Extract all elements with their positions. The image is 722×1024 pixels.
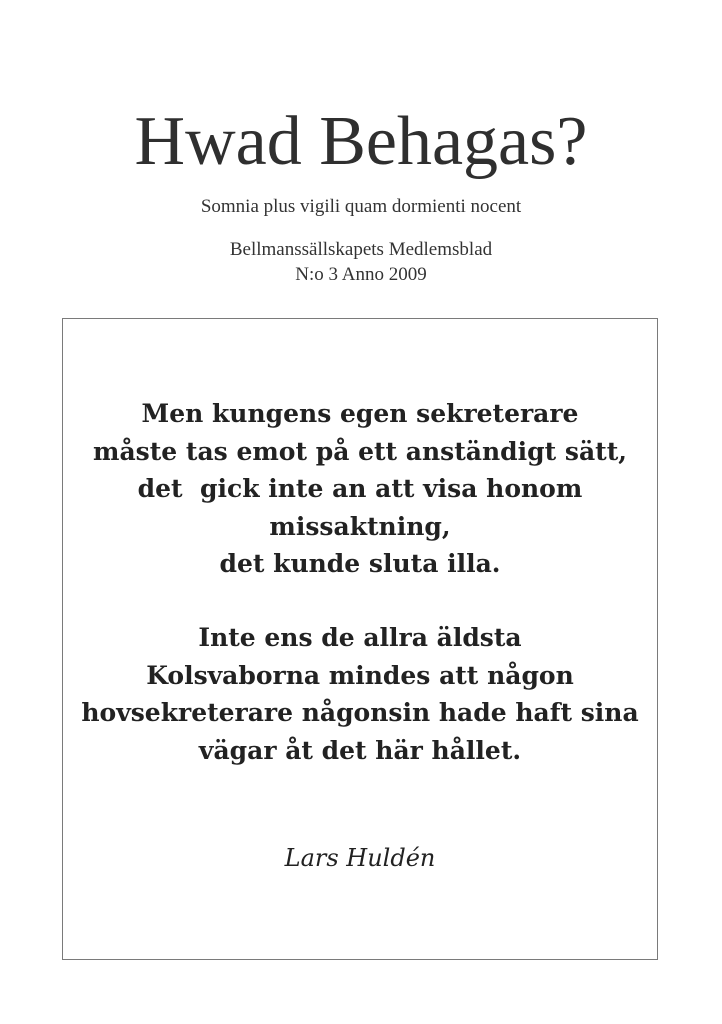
quote-line: Inte ens de allra äldsta <box>198 623 522 652</box>
masthead-title: Hwad Behagas? <box>134 103 588 180</box>
quote-line: det kunde sluta illa. <box>219 549 501 578</box>
quote-line: missaktning, <box>269 511 451 541</box>
quote-stanza <box>63 395 657 583</box>
quote-line: Kolsvaborna mindes att någon <box>146 660 574 690</box>
quote-author: Lars Huldén <box>284 844 436 872</box>
issue-number: N:o 3 Anno 2009 <box>295 264 427 285</box>
quote-line: hovsekreterare någonsin hade haft sina <box>81 698 639 727</box>
masthead-motto: Somnia plus vigili quam dormienti nocent <box>200 196 522 217</box>
publication-name: Bellmanssällskapets Medlemsblad <box>229 239 493 260</box>
quote-line: vägar åt det här hållet. <box>198 735 522 765</box>
quote-box <box>62 318 658 960</box>
quote-stanza <box>63 619 657 769</box>
quote-line: måste tas emot på ett anständigt sätt, <box>93 436 627 466</box>
quote-line: Men kungens egen sekreterare <box>141 399 579 428</box>
quote-line: det gick inte an att visa honom <box>137 474 583 503</box>
